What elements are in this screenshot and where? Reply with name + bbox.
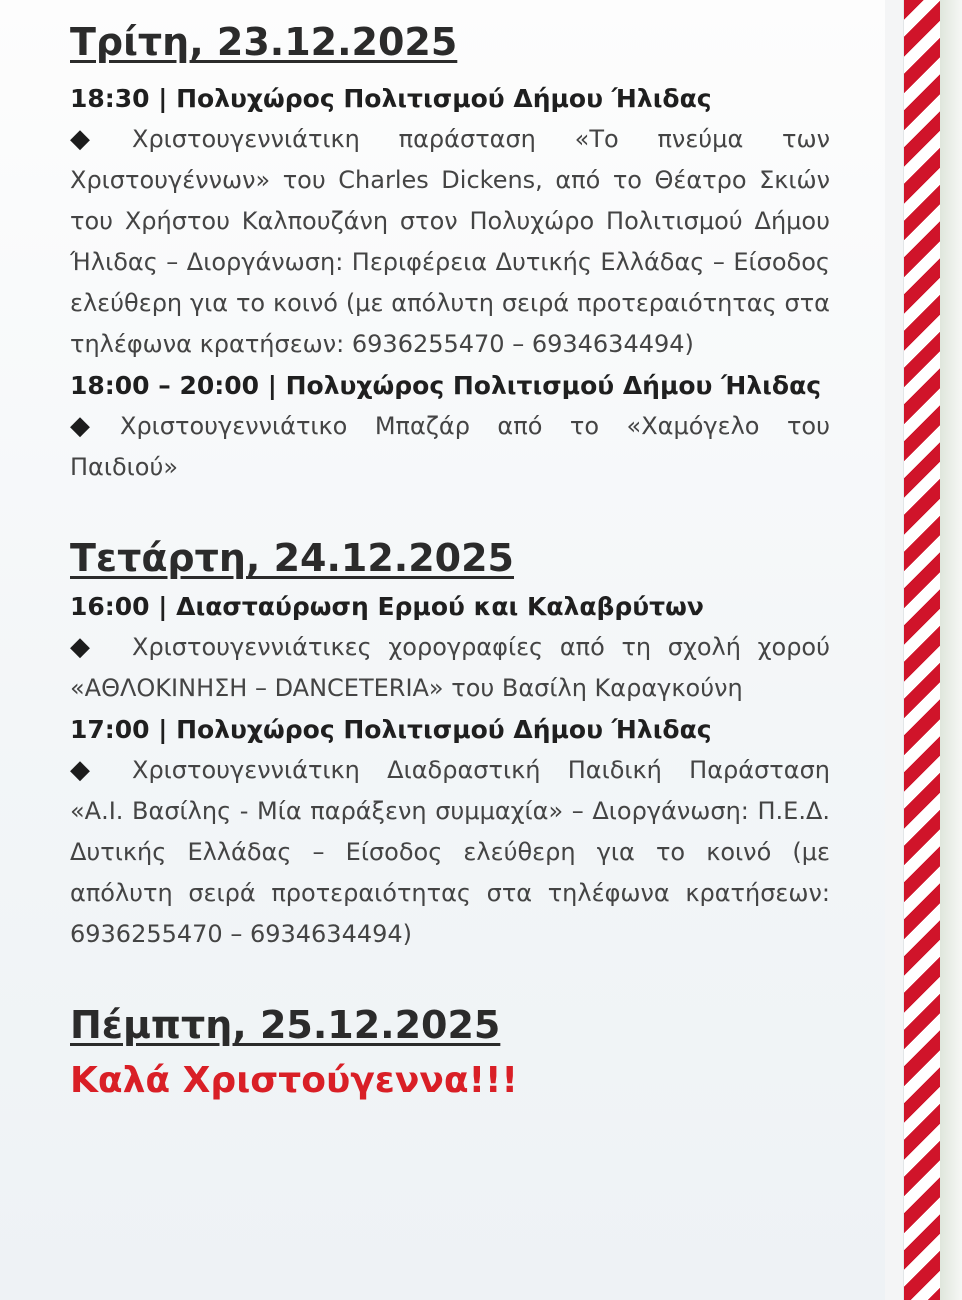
event-description <box>70 406 830 488</box>
event-description <box>70 627 830 709</box>
day-section-tuesday <box>70 14 830 488</box>
christmas-greeting: Καλά Χριστούγεννα!!! <box>70 1060 518 1101</box>
day-heading: Τρίτη, 23.12.2025 <box>70 20 458 64</box>
event-item <box>70 78 830 365</box>
event-time-venue: 18:00 – 20:00 | Πολυχώρος Πολιτισμού Δήμου Ήλιδας <box>70 371 822 400</box>
day-heading: Πέμπτη, 25.12.2025 <box>70 1003 501 1047</box>
day-section-wednesday <box>70 530 830 955</box>
event-time-venue: 18:30 | Πολυχώρος Πολιτισμού Δήμου Ήλιδας <box>70 84 712 113</box>
program-content <box>70 14 830 1109</box>
event-time-venue: 16:00 | Διασταύρωση Ερμού και Καλαβρύτων <box>70 592 704 621</box>
diamond-icon: ◆ <box>70 755 90 785</box>
day-section-thursday <box>70 997 830 1109</box>
event-item <box>70 709 830 955</box>
diamond-icon: ◆ <box>70 632 90 662</box>
page-margin <box>885 0 903 1300</box>
event-item <box>70 586 830 709</box>
event-text: Χριστουγεννιάτικη Διαδραστική Παιδική Παράσταση «Α.Ι. Βασίλης - Μία παράξενη συμμαχία» – Διοργάνωση: Π.Ε.Δ. Δυτικής Ελλάδας – Είσοδος ελεύθερη για το κοινό (με απόλυτη σειρά προτεραιότητας στα τηλέφωνα κρατήσεων: 6936255470 – 6934634494) <box>70 756 830 948</box>
event-text: Χριστουγεννιάτικες χορογραφίες από τη σχολή χορού «ΑΘΛΟΚΙΝΗΣΗ – DANCETERIA» του Βασίλη Καραγκούνη <box>70 633 830 702</box>
diamond-icon: ◆ <box>70 411 90 441</box>
diamond-icon: ◆ <box>70 124 90 154</box>
candy-cane-stripe-border <box>903 0 940 1300</box>
event-description <box>70 750 830 955</box>
event-description <box>70 119 830 365</box>
event-item <box>70 365 830 488</box>
day-heading: Τετάρτη, 24.12.2025 <box>70 536 514 580</box>
right-edge-border <box>940 0 962 1300</box>
event-text: Χριστουγεννιάτικο Μπαζάρ από το «Χαμόγελο του Παιδιού» <box>70 412 830 481</box>
event-time-venue: 17:00 | Πολυχώρος Πολιτισμού Δήμου Ήλιδας <box>70 715 712 744</box>
event-text: Χριστουγεννιάτικη παράσταση «Το πνεύμα των Χριστουγέννων» του Charles Dickens, από το Θέατρο Σκιών του Χρήστου Καλπουζάνη στον Πολυχώρο Πολιτισμού Δήμου Ήλιδας – Διοργάνωση: Περιφέρεια Δυτικής Ελλάδας – Είσοδος ελεύθερη για το κοινό (με απόλυτη σειρά προτεραιότητας στα τηλέφωνα κρατήσεων: 6936255470 – 6934634494) <box>70 125 830 358</box>
